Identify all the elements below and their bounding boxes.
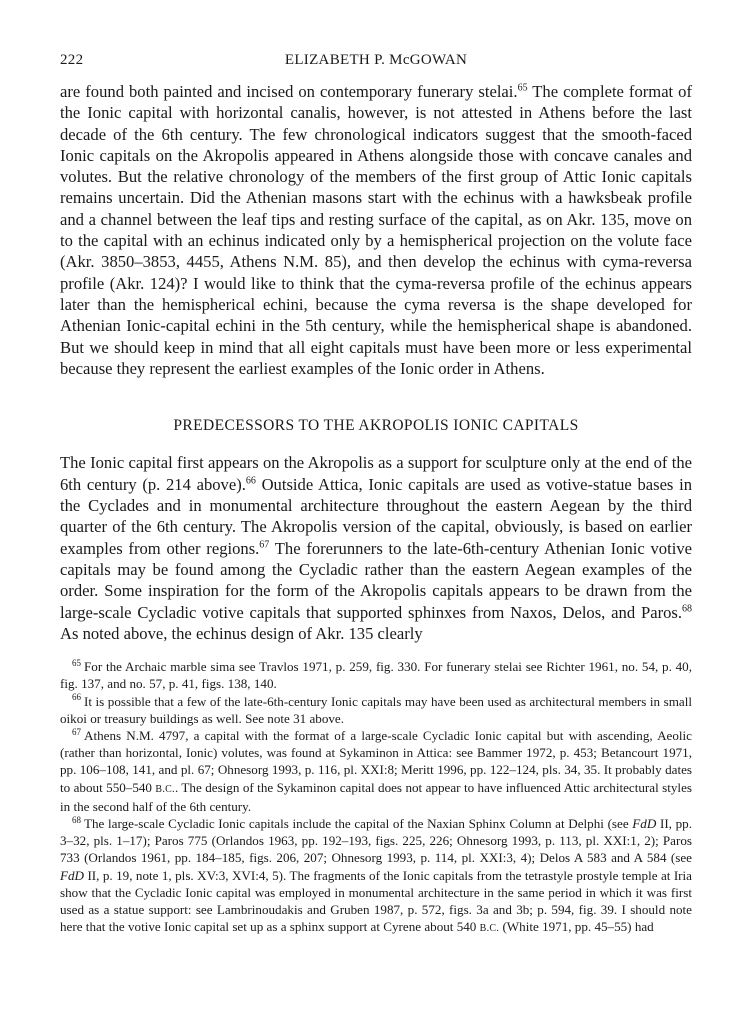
footnote-number: 65	[72, 657, 81, 668]
page	[60, 52, 692, 937]
running-title: ELIZABETH P. McGOWAN	[284, 52, 468, 68]
footnote-66	[60, 693, 692, 727]
paragraph-2	[60, 452, 692, 644]
footnote-number: 66	[72, 692, 81, 703]
footnote-ref-68[interactable]: 68	[682, 603, 692, 614]
footnote-text: II, p. 19, note 1, pls. XV:3, XVI:4, 5). The fragments of the Ionic capitals from the tetrastyle prostyle temple at Iria show that the Cycladic Ionic capital was employed in monumental architecture in the same period in which it was first used as a statue support: see Lambrinoudakis and Gruben 1987, p. 572, figs. 3a and 3b; p. 594, fig. 39. I should note here that the votive Ionic capital set up as a sphinx support at Cyrene about 540	[60, 867, 692, 935]
paragraph-text: The forerunners to the late-6th-century Athenian Ionic votive capitals may be found among the Cycladic rather than the eastern Aegean examples of the order. Some inspiration for the form of the Akropolis capitals appears to be drawn from the large-scale Cycladic votive capitals that supported sphinxes from Naxos, Delos, and Paros.	[60, 538, 692, 622]
footnote-ref-65[interactable]: 65	[517, 82, 528, 94]
footnote-text: . The design of the Sykaminon capital does not appear to have influenced Attic architectural styles in the second half of the 6th century.	[60, 779, 692, 814]
running-header	[60, 52, 692, 69]
footnote-67	[60, 727, 692, 815]
era-abbreviation: B.C.	[479, 923, 500, 935]
era-abbreviation: B.C.	[155, 783, 175, 795]
footnote-ref-66[interactable]: 66	[245, 475, 256, 487]
footnote-text: (White 1971, pp. 45–55) had	[499, 919, 654, 935]
footnote-ref-67[interactable]: 67	[259, 539, 270, 551]
section-heading: PREDECESSORS TO THE AKROPOLIS IONIC CAPITALS	[173, 417, 579, 435]
paragraph-text: As noted above, the echinus design of Akr. 135 clearly	[60, 623, 423, 643]
paragraph-text: are found both painted and incised on contemporary funerary stelai.	[60, 82, 518, 101]
footnotes	[60, 658, 692, 937]
footnote-text: II, pp. 3–32, pls. 1–17); Paros 775 (Orlandos 1963, pp. 192–193, figs. 225, 226; Ohnesorg 1993, p. 113, pl. XXI:1, 2); Paros 733 (Orlandos 1961, pp. 184–185, figs. 206, 207; Ohnesorg 1993, p. 114, pl. XXI:3, 4); Delos A 583 and A 584 (see	[60, 815, 692, 866]
footnote-number: 67	[72, 726, 81, 737]
paragraph-text: The complete format of the Ionic capital with horizontal canalis, however, is not attested in Athens before the last decade of the 6th century. The few chronological indicators suggest that the smooth-faced Ionic capitals on the Akropolis appeared in Athens alongside those with concave canales and volutes. But the relative chronology of the members of the first group of Attic Ionic capitals remains uncertain. Did the Athenian masons start with the echinus with a hawksbeak profile and a channel between the leaf tips and resting surface of the capital, as on Akr. 135, move on to the capital with an echinus indicated only by a hemispherical projection on the volute face (Akr. 3850–3853, 4455, Athens N.M. 85), and then develop the echinus with cyma-reversa profile (Akr. 124)? I would like to think that the cyma-reversa profile of the echinus appears later than the hemispherical echini, because the cyma reversa is the shape developed for Athenian Ionic-capital echini in the 5th century, while the hemispherical shape is abandoned. But we should keep in mind that all eight capitals must have been more or less experimental because they represent the earliest examples of the Ionic order in Athens.	[60, 82, 693, 378]
paragraph-1	[60, 81, 692, 379]
paragraph-text: Outside Attica, Ionic capitals are used as votive-statue bases in the Cyclades and in monumental architecture throughout the eastern Aegean by the third quarter of the 6th century. The Akropolis version of the capital, obviously, is based on earlier examples from other regions.	[60, 474, 692, 558]
footnote-text: It is possible that a few of the late-6th-century Ionic capitals may have been used as architectural members in small oikoi or treasury buildings as well. See note 31 above.	[60, 693, 692, 726]
footnote-text: The large-scale Cycladic Ionic capitals include the capital of the Naxian Sphinx Column at Delphi (see	[84, 815, 633, 831]
body-text	[60, 81, 692, 644]
journal-abbreviation: FdD	[632, 815, 657, 831]
footnote-65	[60, 658, 692, 692]
footnote-text: Athens N.M. 4797, a capital with the format of a large-scale Cycladic Ionic capital but with ascending, Aeolic (rather than horizontal, Ionic) volutes, was found at Sykaminon in Attica: see Bammer 1972, p. 453; Betancourt 1971, pp. 106–108, 141, and pl. 67; Ohnesorg 1993, p. 116, pl. XXI:8; Meritt 1996, pp. 122–124, pls. 34, 35. It probably dates to about 550–540	[60, 727, 692, 795]
page-number: 222	[60, 52, 84, 68]
footnote-number: 68	[72, 814, 81, 825]
paragraph-text: The Ionic capital first appears on the Akropolis as a support for sculpture only at the end of the 6th century (p. 214 above).	[60, 453, 692, 494]
footnote-68	[60, 815, 692, 937]
footnote-text: For the Archaic marble sima see Travlos 1971, p. 259, fig. 330. For funerary stelai see Richter 1961, no. 54, p. 40, fig. 137, and no. 57, p. 41, figs. 138, 140.	[60, 659, 692, 692]
journal-abbreviation: FdD	[60, 867, 85, 883]
